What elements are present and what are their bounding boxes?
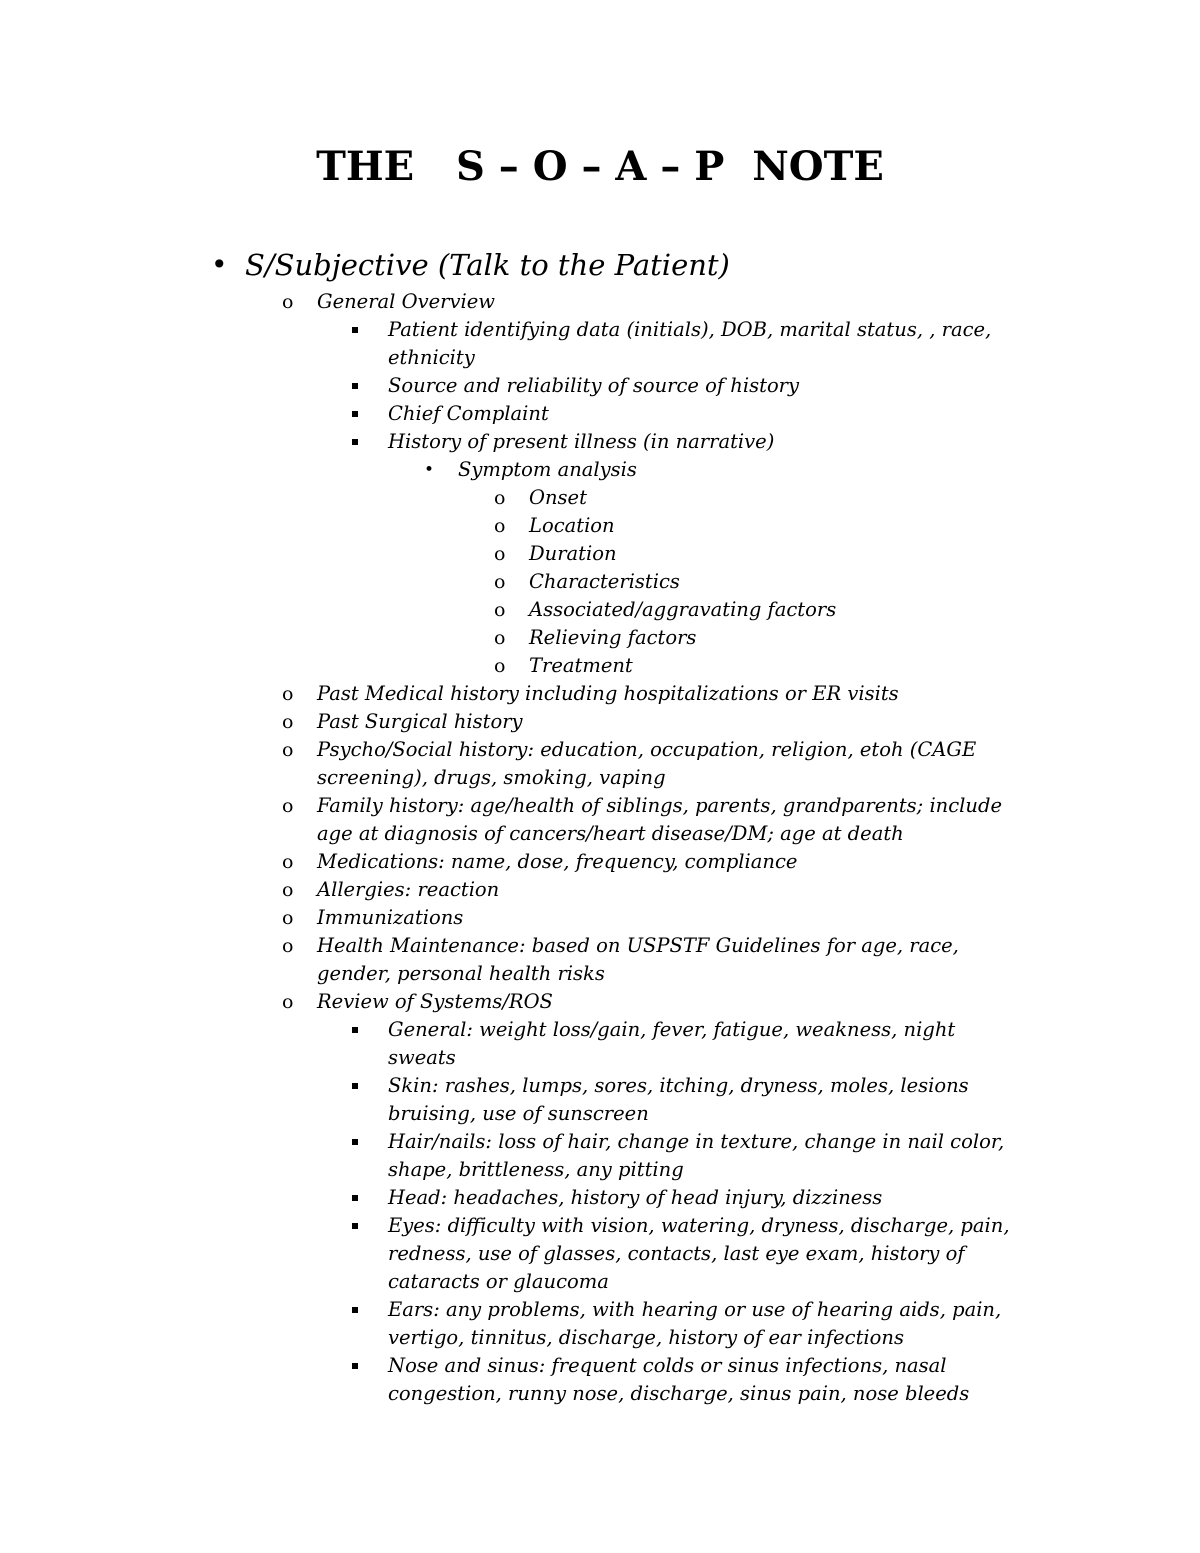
bullet-circle-icon: o: [282, 795, 294, 817]
list-item: [0, 652, 1200, 680]
list-item-text: Head: headaches, history of head injury, dizziness: [388, 1186, 883, 1209]
list-item-text: Treatment: [529, 654, 633, 677]
list-item-text: Location: [529, 514, 615, 537]
bullet-square-icon: [352, 1352, 358, 1380]
list-item-text: Relieving factors: [529, 626, 697, 649]
list-item: [0, 932, 1200, 988]
list-item-text: Health Maintenance: based on USPSTF Guidelines for age, race, gender, personal health risks: [317, 934, 959, 985]
list-item: [0, 484, 1200, 512]
list-item-text: Characteristics: [529, 570, 680, 593]
list-item: [0, 624, 1200, 652]
bullet-circle-icon: o: [494, 515, 506, 537]
list-item: [0, 848, 1200, 876]
general-overview-label: General Overview: [317, 290, 495, 313]
bullet-square-icon: [352, 400, 358, 428]
list-item-text: Patient identifying data (initials), DOB, marital status, , race, ethnicity: [388, 318, 992, 369]
list-item: [0, 904, 1200, 932]
bullet-circle-icon: o: [282, 739, 294, 761]
list-item: [0, 1128, 1200, 1184]
list-item-text: Duration: [529, 542, 617, 565]
list-item-text: Eyes: difficulty with vision, watering, dryness, discharge, pain, redness, use of glasses, contacts, last eye exam, history of cataracts or glaucoma: [388, 1214, 1010, 1293]
bullet-dot-icon: •: [424, 460, 435, 480]
bullet-square-icon: [352, 1072, 358, 1100]
bullet-circle-icon: o: [494, 571, 506, 593]
bullet-circle-icon: o: [282, 683, 294, 705]
bullet-square-icon: [352, 1128, 358, 1156]
list-item: [0, 708, 1200, 736]
list-item-text: Onset: [529, 486, 587, 509]
list-item: [0, 1184, 1200, 1212]
bullet-square-icon: [352, 1184, 358, 1212]
list-item-text: Skin: rashes, lumps, sores, itching, dryness, moles, lesions bruising, use of sunscreen: [388, 1074, 969, 1125]
list-item: [0, 1072, 1200, 1128]
page-title: THE S – O – A – P NOTE: [316, 143, 884, 190]
bullet-circle-icon: o: [282, 991, 294, 1013]
list-item: [0, 596, 1200, 624]
ros-label: Review of Systems/ROS: [317, 990, 553, 1013]
bullet-square-icon: [352, 1016, 358, 1044]
list-item-text: Past Medical history including hospitalizations or ER visits: [317, 682, 899, 705]
subjective-section: [0, 248, 1200, 1408]
list-item-text: History of present illness (in narrative): [388, 430, 775, 453]
list-item: [0, 512, 1200, 540]
list-item: [0, 876, 1200, 904]
list-item: [0, 792, 1200, 848]
list-item-text: Allergies: reaction: [317, 878, 500, 901]
list-item: [0, 540, 1200, 568]
bullet-dot-icon: •: [211, 248, 228, 281]
bullet-circle-icon: o: [494, 543, 506, 565]
list-item-text: Associated/aggravating factors: [529, 598, 837, 621]
list-item-text: Immunizations: [317, 906, 464, 929]
list-item-text: Psycho/Social history: education, occupation, religion, etoh (CAGE screening), drugs, smoking, vaping: [317, 738, 977, 789]
bullet-square-icon: [352, 316, 358, 344]
bullet-circle-icon: o: [282, 711, 294, 733]
list-item: [0, 428, 1200, 456]
list-item: [0, 456, 1200, 484]
list-item: [0, 372, 1200, 400]
bullet-circle-icon: o: [494, 655, 506, 677]
list-item-text: General: weight loss/gain, fever, fatigue, weakness, night sweats: [388, 1018, 956, 1069]
bullet-circle-icon: o: [282, 935, 294, 957]
list-item: [0, 1352, 1200, 1408]
bullet-square-icon: [352, 372, 358, 400]
bullet-circle-icon: o: [282, 907, 294, 929]
list-item-text: Hair/nails: loss of hair, change in texture, change in nail color, shape, brittleness, any pitting: [388, 1130, 1005, 1181]
list-item-text: Past Surgical history: [317, 710, 523, 733]
list-item: [0, 988, 1200, 1016]
bullet-circle-icon: o: [494, 599, 506, 621]
section-heading: S/Subjective (Talk to the Patient): [245, 248, 730, 282]
section-heading-item: [0, 248, 1200, 288]
bullet-circle-icon: o: [494, 627, 506, 649]
list-item: [0, 288, 1200, 316]
bullet-circle-icon: o: [282, 879, 294, 901]
list-item: [0, 1212, 1200, 1296]
list-item: [0, 736, 1200, 792]
list-item: [0, 1296, 1200, 1352]
list-item-text: Chief Complaint: [388, 402, 549, 425]
bullet-square-icon: [352, 428, 358, 456]
bullet-square-icon: [352, 1296, 358, 1324]
list-item-text: Medications: name, dose, frequency, compliance: [317, 850, 798, 873]
bullet-circle-icon: o: [494, 487, 506, 509]
list-item: [0, 316, 1200, 372]
bullet-circle-icon: o: [282, 851, 294, 873]
list-item-text: Source and reliability of source of history: [388, 374, 800, 397]
bullet-circle-icon: o: [282, 291, 294, 313]
bullet-square-icon: [352, 1212, 358, 1240]
list-item-text: Ears: any problems, with hearing or use of hearing aids, pain, vertigo, tinnitus, discharge, history of ear infections: [388, 1298, 1002, 1349]
list-item: [0, 1016, 1200, 1072]
symptom-analysis-label: Symptom analysis: [458, 458, 637, 481]
list-item-text: Nose and sinus: frequent colds or sinus infections, nasal congestion, runny nose, discharge, sinus pain, nose bleeds: [388, 1354, 970, 1405]
list-item: [0, 568, 1200, 596]
list-item: [0, 400, 1200, 428]
list-item: [0, 680, 1200, 708]
list-item-text: Family history: age/health of siblings, parents, grandparents; include age at diagnosis of cancers/heart disease/DM; age at death: [317, 794, 1002, 845]
